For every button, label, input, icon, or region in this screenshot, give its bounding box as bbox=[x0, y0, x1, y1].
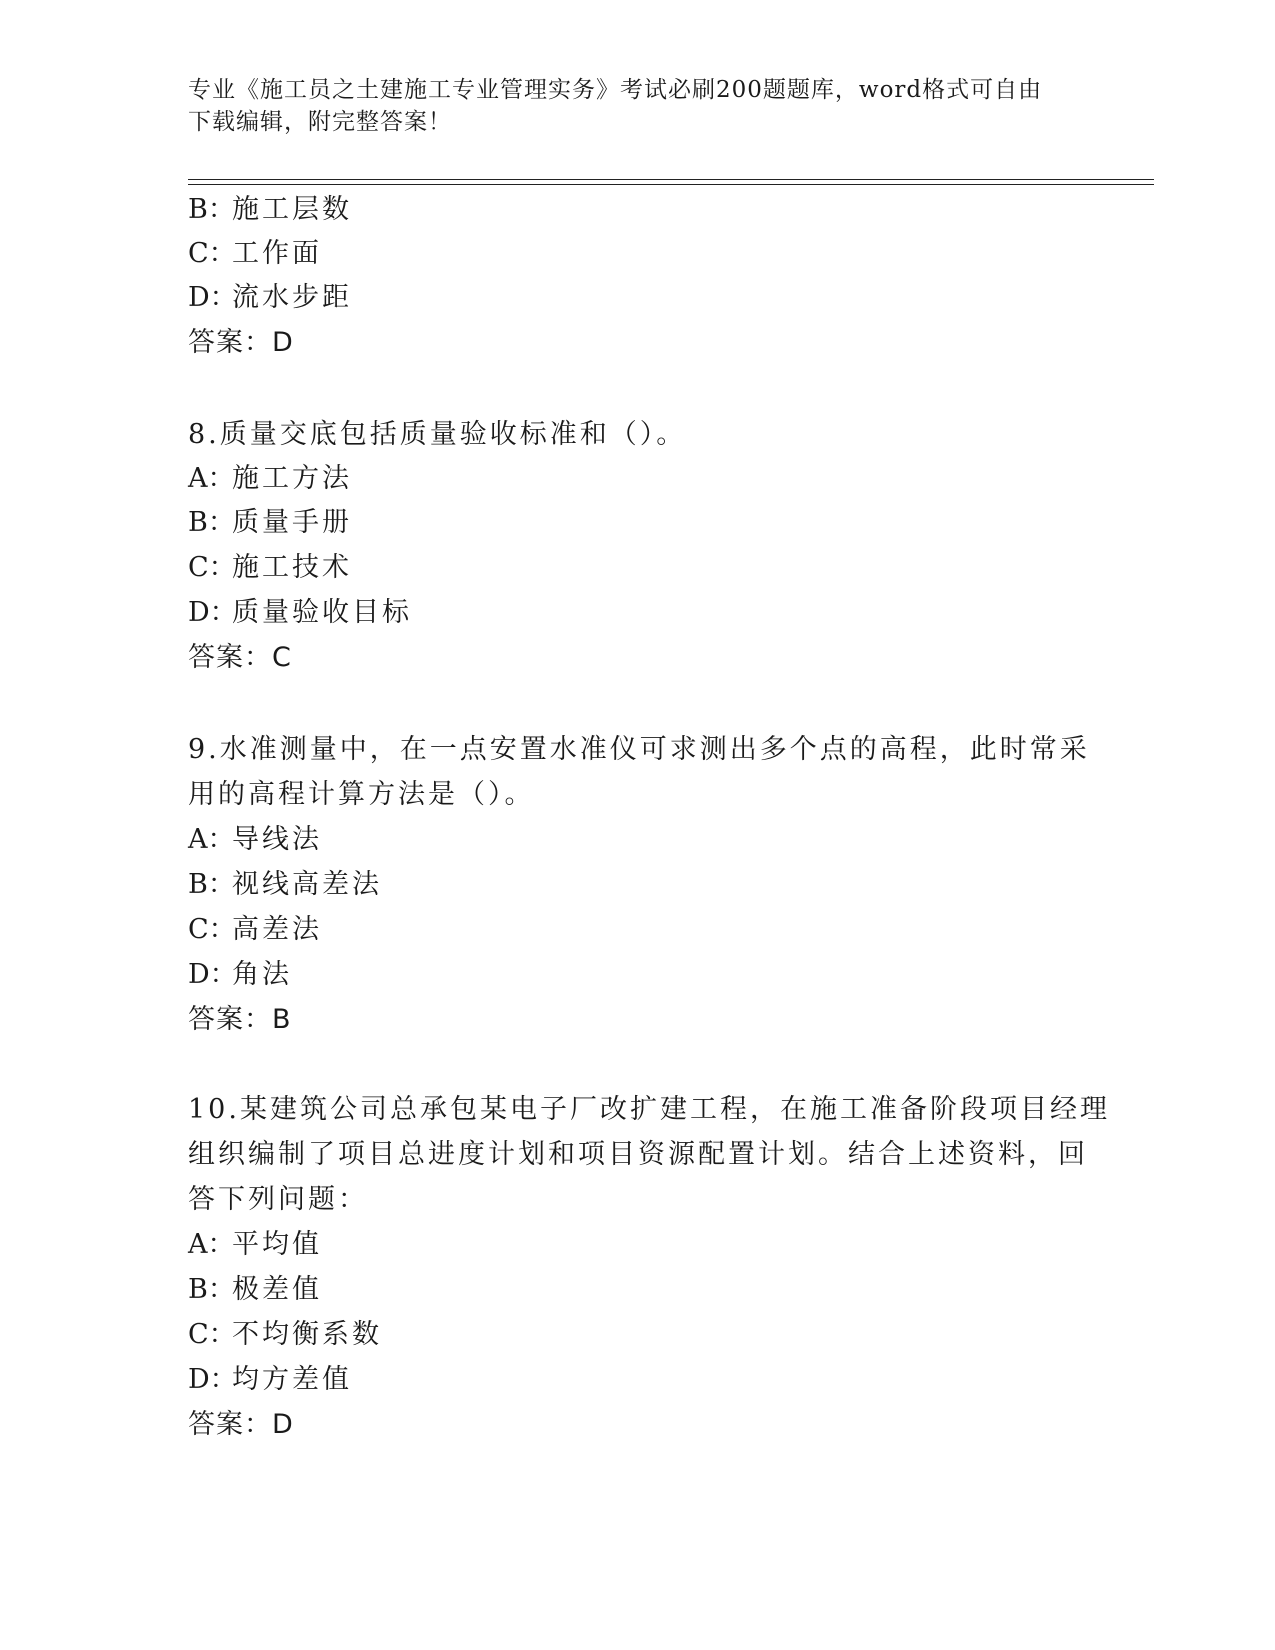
q8-option-c: C：施工技术 bbox=[188, 552, 352, 583]
q7-option-c: C：工作面 bbox=[188, 238, 322, 269]
q10-stem-line-1: 10.某建筑公司总承包某电子厂改扩建工程，在施工准备阶段项目经理 bbox=[188, 1094, 1110, 1125]
q10-option-c: C：不均衡系数 bbox=[188, 1319, 382, 1350]
document-header bbox=[188, 74, 1088, 138]
q9-stem-line-1: 9.水准测量中，在一点安置水准仪可求测出多个点的高程，此时常采 bbox=[188, 734, 1090, 765]
header-line-2: 下载编辑，附完整答案！ bbox=[188, 109, 452, 135]
q9-stem-line-2: 用的高程计算方法是（）。 bbox=[188, 779, 535, 810]
q10-option-b: B：极差值 bbox=[188, 1274, 322, 1305]
q10-stem-line-2: 组织编制了项目总进度计划和项目资源配置计划。结合上述资料，回 bbox=[188, 1139, 1088, 1170]
q9-option-a: A：导线法 bbox=[188, 824, 322, 855]
q8-stem: 8.质量交底包括质量验收标准和（）。 bbox=[188, 419, 687, 450]
q9-option-b: B：视线高差法 bbox=[188, 869, 382, 900]
q7-answer: 答案：D bbox=[188, 327, 294, 358]
q7-option-b: B：施工层数 bbox=[188, 194, 352, 225]
header-rule-top bbox=[188, 179, 1154, 180]
q10-stem-line-3: 答下列问题： bbox=[188, 1184, 368, 1215]
q9-option-c: C：高差法 bbox=[188, 914, 322, 945]
header-rule-bottom bbox=[188, 184, 1154, 185]
q8-option-a: A：施工方法 bbox=[188, 463, 352, 494]
q8-option-d: D：质量验收目标 bbox=[188, 597, 412, 628]
q10-answer: 答案：D bbox=[188, 1409, 294, 1440]
header-line-1: 专业《施工员之土建施工专业管理实务》考试必刷200题题库，word格式可自由 bbox=[188, 77, 1043, 103]
q8-answer: 答案：C bbox=[188, 642, 292, 673]
q10-option-a: A：平均值 bbox=[188, 1229, 322, 1260]
q7-option-d: D：流水步距 bbox=[188, 282, 352, 313]
q9-answer: 答案：B bbox=[188, 1004, 292, 1035]
q8-option-b: B：质量手册 bbox=[188, 507, 352, 538]
q9-option-d: D：角法 bbox=[188, 959, 292, 990]
q10-option-d: D：均方差值 bbox=[188, 1364, 352, 1395]
